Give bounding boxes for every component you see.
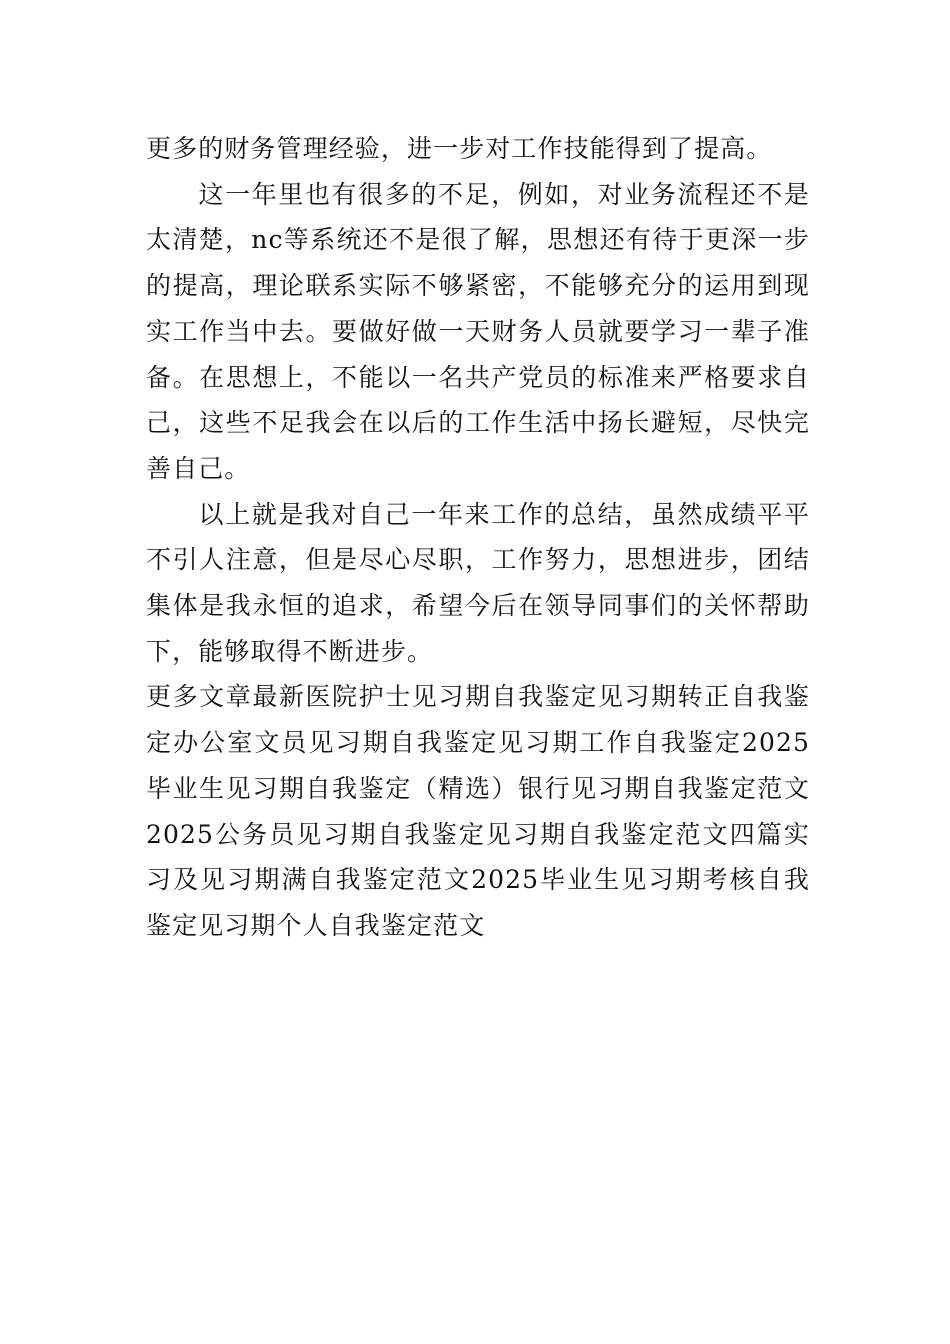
paragraph-shortcomings: 这一年里也有很多的不足，例如，对业务流程还不是太清楚，nc等系统还不是很了解，思想还有待于更深一步的提高，理论联系实际不够紧密，不能够充分的运用到现实工作当中去。要做好做一天财务人员就要学习一辈子准备。在思想上，不能以一名共产党员的标准来严格要求自己，这些不足我会在以后的工作生活中扬长避短，尽快完善自己。	[146, 179, 810, 483]
document-body	[146, 126, 810, 949]
paragraph-conclusion: 以上就是我对自己一年来工作的总结，虽然成绩平平不引人注意，但是尽心尽职，工作努力，思想进步，团结集体是我永恒的追求，希望今后在领导同事们的关怀帮助下，能够取得不断进步。	[146, 499, 810, 666]
paragraph-continuation: 更多的财务管理经验，进一步对工作技能得到了提高。	[146, 134, 773, 163]
related-articles-list: 更多文章最新医院护士见习期自我鉴定见习期转正自我鉴定办公室文员见习期自我鉴定见习期工作自我鉴定2025毕业生见习期自我鉴定（精选）银行见习期自我鉴定范文2025公务员见习期自我鉴定见习期自我鉴定范文四篇实习及见习期满自我鉴定范文2025毕业生见习期考核自我鉴定见习期个人自我鉴定范文	[146, 682, 810, 940]
